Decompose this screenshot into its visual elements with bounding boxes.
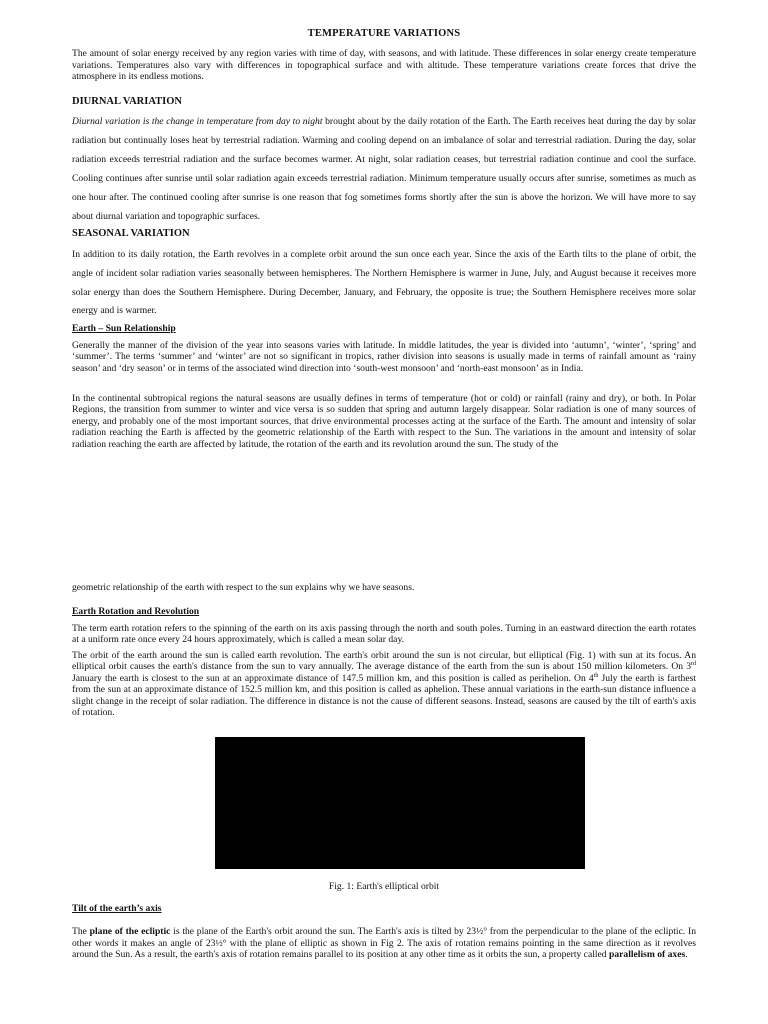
earth-sun-paragraph-2b: temperature (hot or cold) or rainfall (rainy and dry), or both. In Polar Regions, the transition from summer to winter and vice versa is so sudden that spring and autumn largely disappear. Solar radiation is one of many sources of energy, and probably one of the most important sources, that drive environmental processes acting at the surface of the Earth. The amount and intensity of solar radiation reaching the Earth is affected by the geometric relationship of the Earth with respect to the Sun. The variations in the amount and intensity of solar radiation reaching the earth are affected by latitude, the rotation of the earth and its revolution around the sun. The study of the	[72, 393, 697, 450]
figure-elliptical-orbit	[215, 737, 585, 869]
earth-sun-paragraph-2a: In the continental subtropical regions the natural seasons are usually defines in terms of	[72, 393, 419, 404]
seasonal-paragraph: In addition to its daily rotation, the Earth revolves in a complete orbit around the sun once each year. Since the axis of the Earth tilts to the plane of orbit, the angle of incident solar radiation varies seasonally between hemispheres. The Northern Hemisphere is warmer in June, July, and August because it receives more solar energy than does the Southern Hemisphere. During December, January, and February, the opposite is true; the Southern Hemisphere receives more solar energy and is warmer.	[72, 249, 696, 317]
tilt-text-2: is the plane of the Earth's orbit around the sun. The Earth's axis is tilted by 23½° from the perpendicular to the plane of the ecliptic. In other words it makes an angle of 23½° with the plane of elliptic as shown in Fig 2. The axis of rotation remains pointing in the same direction as it revolves around the Sun. As a result, the earth's axis of rotation remains parallel to its position at any other time as it orbits the sun, a property called	[72, 926, 696, 961]
rotation-paragraph-1: The term earth rotation refers to the spinning of the earth on its axis passing through the north and south poles. Turning in an eastward direction the earth rotates at a uniform rate once every 24 hours approximately, which is called a mean solar day.	[72, 623, 696, 646]
figure-caption: Fig. 1: Earth's elliptical orbit	[328, 881, 440, 892]
tilt-text-1: The	[72, 926, 90, 937]
tilt-paragraph	[72, 926, 696, 961]
document-title: TEMPERATURE VARIATIONS	[307, 28, 461, 39]
seasonal-heading: SEASONAL VARIATION	[72, 228, 190, 239]
earth-sun-heading: Earth – Sun Relationship	[72, 323, 176, 334]
term-plane-of-ecliptic: plane of the ecliptic	[89, 926, 171, 937]
diurnal-heading: DIURNAL VARIATION	[72, 96, 182, 107]
diurnal-paragraph	[72, 112, 696, 226]
rotation-p2-part-a: The orbit of the earth around the sun is called earth revolution. The earth's orbit around the sun is not circular, but elliptical (Fig. 1) with sun at its focus. An elliptical orbit causes the earth's distance from the sun to vary annually. The average distance of the earth from the sun is about 150 million kilometers. On 3	[72, 650, 696, 673]
earth-sun-paragraph-3: geometric relationship of the earth with respect to the sun explains why we have seasons.	[72, 582, 415, 593]
intro-paragraph: The amount of solar energy received by any region varies with time of day, with seasons, and with latitude. These differences in solar energy create temperature variations. Temperatures also vary with differences in topographical surface and with altitude. These temperature variations create forces that drive the atmosphere in its endless motions.	[72, 48, 696, 82]
tilt-text-3: .	[685, 949, 688, 961]
rotation-paragraph-2	[72, 650, 696, 718]
ordinal-superscript: rd	[691, 661, 696, 668]
earth-sun-paragraph-2	[72, 393, 696, 450]
diurnal-definition: Diurnal variation is the change in temperature from day to night	[72, 116, 323, 127]
rotation-p2-part-c: July the earth is farthest from the sun at an approximate distance of 152.5 million km, and this position is called as aphelion. These annual variations in the earth-sun distance influence a slight change in the receipt of solar radiation. The difference in distance is not the cause of different seasons. Instead, seasons are caused by the tilt of earth's axis of rotation.	[72, 672, 696, 719]
rotation-p2-part-b: January the earth is closest to the sun at an approximate distance of 147.5 million km, and this position is called as perihelion. On 4	[72, 672, 594, 684]
diurnal-body: brought about by the daily rotation of the Earth. The Earth receives heat during the day by solar radiation but continually loses heat by terrestrial radiation. Warming and cooling depend on an imbalance of solar and terrestrial radiation. During the day, solar radiation exceeds terrestrial radiation and the surface becomes warmer. At night, solar radiation ceases, but terrestrial radiation continue and cool the surface. Cooling continues after sunrise until solar radiation again exceeds terrestrial radiation. Minimum temperature usually occurs after sunrise, sometimes as much as one hour after. The continued cooling after sunrise is one reason that fog sometimes forms shortly after the sun is above the horizon. We will have more to say about diurnal variation and topographic surfaces.	[72, 116, 696, 222]
ordinal-superscript: th	[593, 672, 599, 679]
tilt-heading: Tilt of the earth’s axis	[72, 903, 162, 914]
rotation-heading: Earth Rotation and Revolution	[72, 606, 200, 617]
earth-sun-paragraph-1: Generally the manner of the division of the year into seasons varies with latitude. In middle latitudes, the year is divided into ‘autumn’, ‘winter’, ‘spring’ and ‘summer’. The terms ‘summer’ and ‘winter’ are not so significant in tropics, rather division into seasons is usually made in terms of rainfall amount as ‘rainy season’ and ‘dry season’ or in terms of the associated wind direction into ‘south-west monsoon’ and ‘north-east monsoon’ as in India.	[72, 340, 696, 374]
term-parallelism-of-axes: parallelism of axes	[609, 949, 686, 961]
